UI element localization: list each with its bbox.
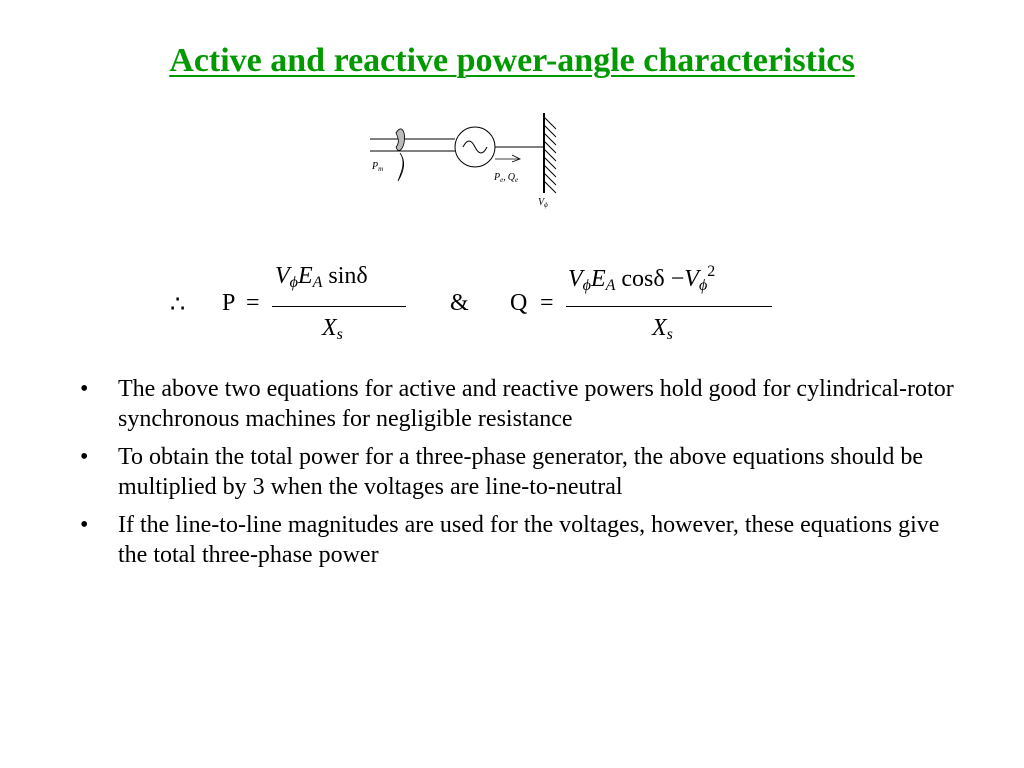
bullet-marker: • [80, 376, 89, 402]
list-item [80, 375, 960, 434]
bullet-marker: • [80, 444, 89, 470]
pm-label: $P_m$ [372, 161, 384, 173]
q-denominator: $X_s$ [652, 315, 673, 343]
bullet-text: The above two equations for active and reactive powers hold good for cylindrical-rotor synchronous machines for negligible resistance [118, 376, 954, 432]
p-equals: = [246, 290, 260, 316]
ampersand: & [450, 290, 469, 316]
v-phi-label: $V_\phi$ [538, 197, 548, 209]
generator-diagram [360, 105, 600, 220]
bullet-marker: • [80, 512, 89, 538]
bullet-text: To obtain the total power for a three-phase generator, the above equations should be multiplied by 3 when the voltages are line-to-neutral [118, 444, 924, 500]
bullet-list [80, 375, 960, 579]
p-lhs: P [222, 290, 236, 316]
q-lhs: Q [510, 290, 528, 316]
power-flow-arrow-icon [495, 155, 520, 162]
list-item [80, 511, 960, 570]
q-equals: = [540, 290, 554, 316]
turbine-icon [396, 129, 405, 181]
infinite-bus-icon [544, 113, 556, 193]
p-fraction-line [272, 306, 406, 307]
bullet-text: If the line-to-line magnitudes are used for the voltages, however, these equations give the total three-phase power [118, 512, 940, 568]
therefore-symbol: ∴ [170, 292, 186, 318]
list-item [80, 443, 960, 502]
p-denominator: $X_s$ [322, 315, 343, 343]
p-numerator: $V_\phi E_A$ sinδ [275, 263, 368, 291]
pe-qe-label: $P_e$, $Q_e$ [494, 172, 519, 184]
page-title: Active and reactive power-angle characteristics [169, 42, 855, 79]
q-fraction-line [566, 306, 772, 307]
generator-icon [455, 127, 495, 167]
q-numerator: $V_\phi E_A$ $\cos\delta -V_\phi^2$ [568, 263, 716, 294]
